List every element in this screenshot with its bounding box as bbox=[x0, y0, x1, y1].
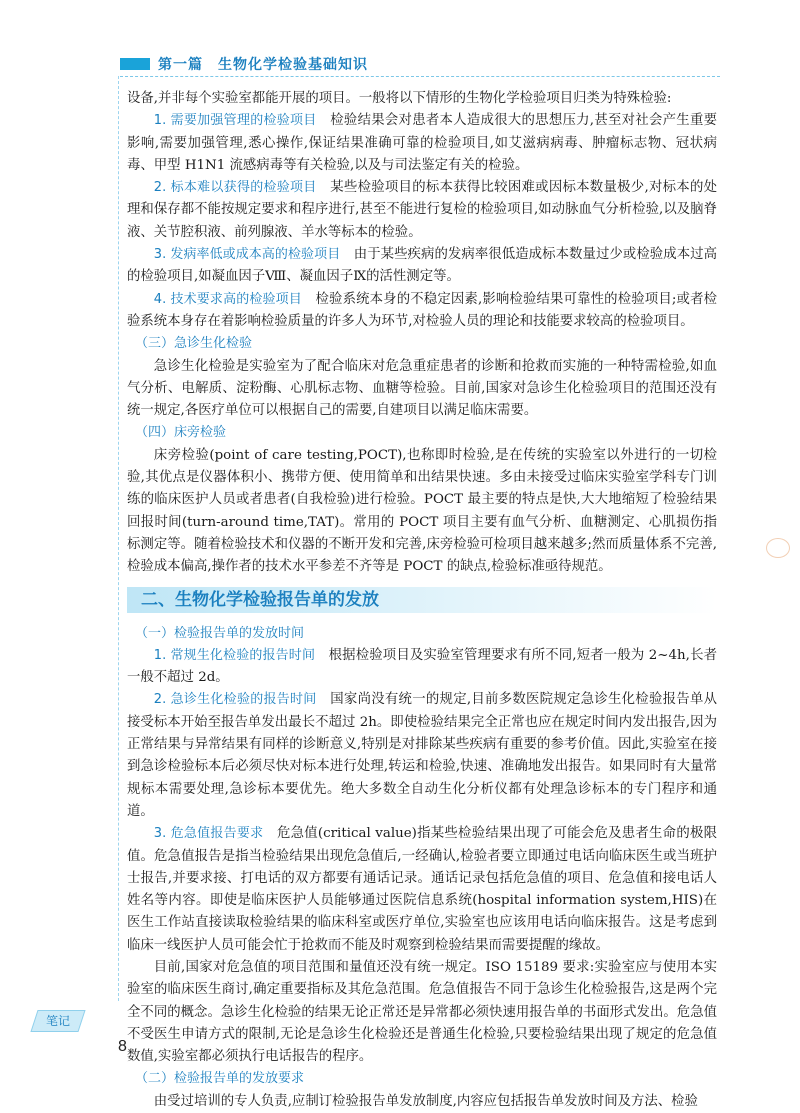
subsection-heading: （二）检验报告单的发放要求 bbox=[135, 1071, 305, 1087]
item-lead: 1. 需要加强管理的检验项目 bbox=[153, 113, 317, 129]
margin-stamp bbox=[766, 538, 790, 558]
paragraph: 目前,国家对危急值的项目范围和量值还没有统一规定。ISO 15189 要求:实验室应与使用本实验室的临床医生商讨,确定重要指标及其危急范围。危急值报告不同于急诊生化检验报告,这是两个完全不同的概念。急诊生化检验的结果无论正常还是异常都必须快速用报告单的书面形式发出。危急值不受医生申请方式的限制,无论是急诊生化检验还是普通生化检验,只要检验结果出现了规定的危急值数值,实验室都必须执行电话报告的程序。 bbox=[127, 959, 717, 1065]
item-text: 检验结果会对患者本人造成很大的思想压力,甚至对社会产生重要影响,需要加强管理,悉心操作,保证结果准确可靠的检验项目,如艾滋病病毒、肿瘤标志物、冠状病毒、甲型 H1N1 流感病毒等有关检验,以及与司法鉴定有关的检验。 bbox=[127, 113, 717, 173]
item-lead: 2. 标本难以获得的检验项目 bbox=[153, 180, 317, 196]
paragraph: 床旁检验(point of care testing,POCT),也称即时检验,是在传统的实验室以外进行的一切检验,其优点是仪器体积小、携带方便、使用简单和出结果快速。多由未接受过临床实验室学科专门训练的临床医护人员或者患者(自我检验)进行检验。POCT 最主要的特点是快,大大地缩短了检验结果回报时间(turn-around time,TAT)。常用的 POCT 项目主要有血气分析、血糖测定、心肌损伤指标测定等。随着检验技术和仪器的不断开发和完善,床旁检验可检项目越来越多;然而质量体系不完善,检验成本偏高,操作者的技术水平参差不齐等是 POCT 的缺点,检验标准亟待规范。 bbox=[127, 447, 717, 575]
item-text: 根据检验项目及实验室管理要求有所不同,短者一般为 2~4h,长者一般不超过 2d。 bbox=[127, 647, 718, 686]
subsection-heading: （一）检验报告单的发放时间 bbox=[135, 625, 305, 641]
paragraph: 急诊生化检验是实验室为了配合临床对危急重症患者的诊断和抢救而实施的一种特需检验,如血气分析、电解质、淀粉酶、心肌标志物、血糖等检验。目前,国家对急诊生化检验项目的范围还没有统一规定,各医疗单位可以根据自己的需要,自建项目以满足临床需要。 bbox=[127, 358, 717, 419]
notes-label: 笔记 bbox=[46, 1014, 71, 1028]
item-lead: 2. 急诊生化检验的报告时间 bbox=[153, 692, 317, 708]
item-paragraph bbox=[127, 110, 717, 177]
paragraph: 设备,并非每个实验室都能开展的项目。一般将以下情形的生物化学检验项目归类为特殊检验: bbox=[127, 91, 672, 106]
item-paragraph bbox=[127, 244, 717, 289]
item-text: 检验系统本身的不稳定因素,影响检验结果可靠性的检验项目;或者检验系统本身存在着影响检验质量的许多人为环节,对检验人员的理论和技能要求较高的检验项目。 bbox=[127, 291, 717, 329]
notes-icon bbox=[30, 1004, 88, 1034]
item-text: 国家尚没有统一的规定,目前多数医院规定急诊生化检验报告单从接受标本开始至报告单发出最长不超过 2h。即使检验结果完全正常也应在规定时间内发出报告,因为正常结果与异常结果有同样的诊断意义,特别是对排除某些疾病有重要的参考价值。因此,实验室在接到急诊检验标本后必须尽快对标本进行处理,转运和检验,快速、准确地发出报告。如果同时有大量常规标本需要处理,急诊标本要优先。绝大多数全自动生化分析仪都有处理急诊标本的专门程序和通道。 bbox=[127, 692, 717, 819]
header-title: 第一篇 生物化学检验基础知识 bbox=[158, 57, 368, 73]
subsection-heading: （四）床旁检验 bbox=[135, 425, 227, 441]
body-text bbox=[127, 88, 717, 1113]
running-header bbox=[120, 54, 720, 76]
item-text: 危急值(critical value)指某些检验结果出现了可能会危及患者生命的极限值。危急值报告是指当检验结果出现危急值后,一经确认,检验者要立即通过电话向临床医生或当班护士报告,并要求接、打电话的双方都要有通话记录。通话记录包括危急值的项目、危急值和接电话人姓名等内容。即使是临床医护人员能够通过医院信息系统(hospital information system,HIS)在医生工作站直接读取检验结果的临床科室或医疗单位,实验室也应该用电话向临床报告。这是考虑到临床一线医护人员可能会忙于抢救而不能及时观察到检验结果而需要提醒的缘故。 bbox=[127, 826, 717, 953]
item-text: 由于某些疾病的发病率很低造成标本数量过少或检验成本过高的检验项目,如凝血因子Ⅷ、凝血因子Ⅸ的活性测定等。 bbox=[127, 247, 718, 285]
item-paragraph bbox=[127, 689, 717, 823]
item-paragraph bbox=[127, 645, 717, 690]
item-lead: 4. 技术要求高的检验项目 bbox=[153, 291, 302, 307]
subsection-heading: （三）急诊生化检验 bbox=[135, 336, 253, 352]
item-paragraph bbox=[127, 289, 717, 334]
item-text: 某些检验项目的标本获得比较困难或因标本数量极少,对标本的处理和保存都不能按规定要求和程序进行,甚至不能进行复检的检验项目,如动脉血气分析检验,以及脑脊液、关节腔积液、前列腺液、羊水等标本的检验。 bbox=[127, 180, 717, 240]
item-paragraph bbox=[127, 823, 717, 957]
header-accent-bar bbox=[120, 58, 150, 70]
item-lead: 3. 发病率低或成本高的检验项目 bbox=[153, 247, 341, 263]
margin-rule bbox=[118, 76, 119, 1001]
item-paragraph bbox=[127, 177, 717, 244]
item-lead: 1. 常规生化检验的报告时间 bbox=[153, 647, 316, 663]
paragraph: 由受过培训的专人负责,应制订检验报告单发放制度,内容应包括报告单发放时间及方法、检验 bbox=[153, 1093, 698, 1109]
page-number: 8 bbox=[118, 1038, 127, 1055]
header-divider bbox=[120, 76, 720, 77]
item-lead: 3. 危急值报告要求 bbox=[153, 826, 264, 842]
section-heading: 二、生物化学检验报告单的发放 bbox=[127, 587, 717, 613]
